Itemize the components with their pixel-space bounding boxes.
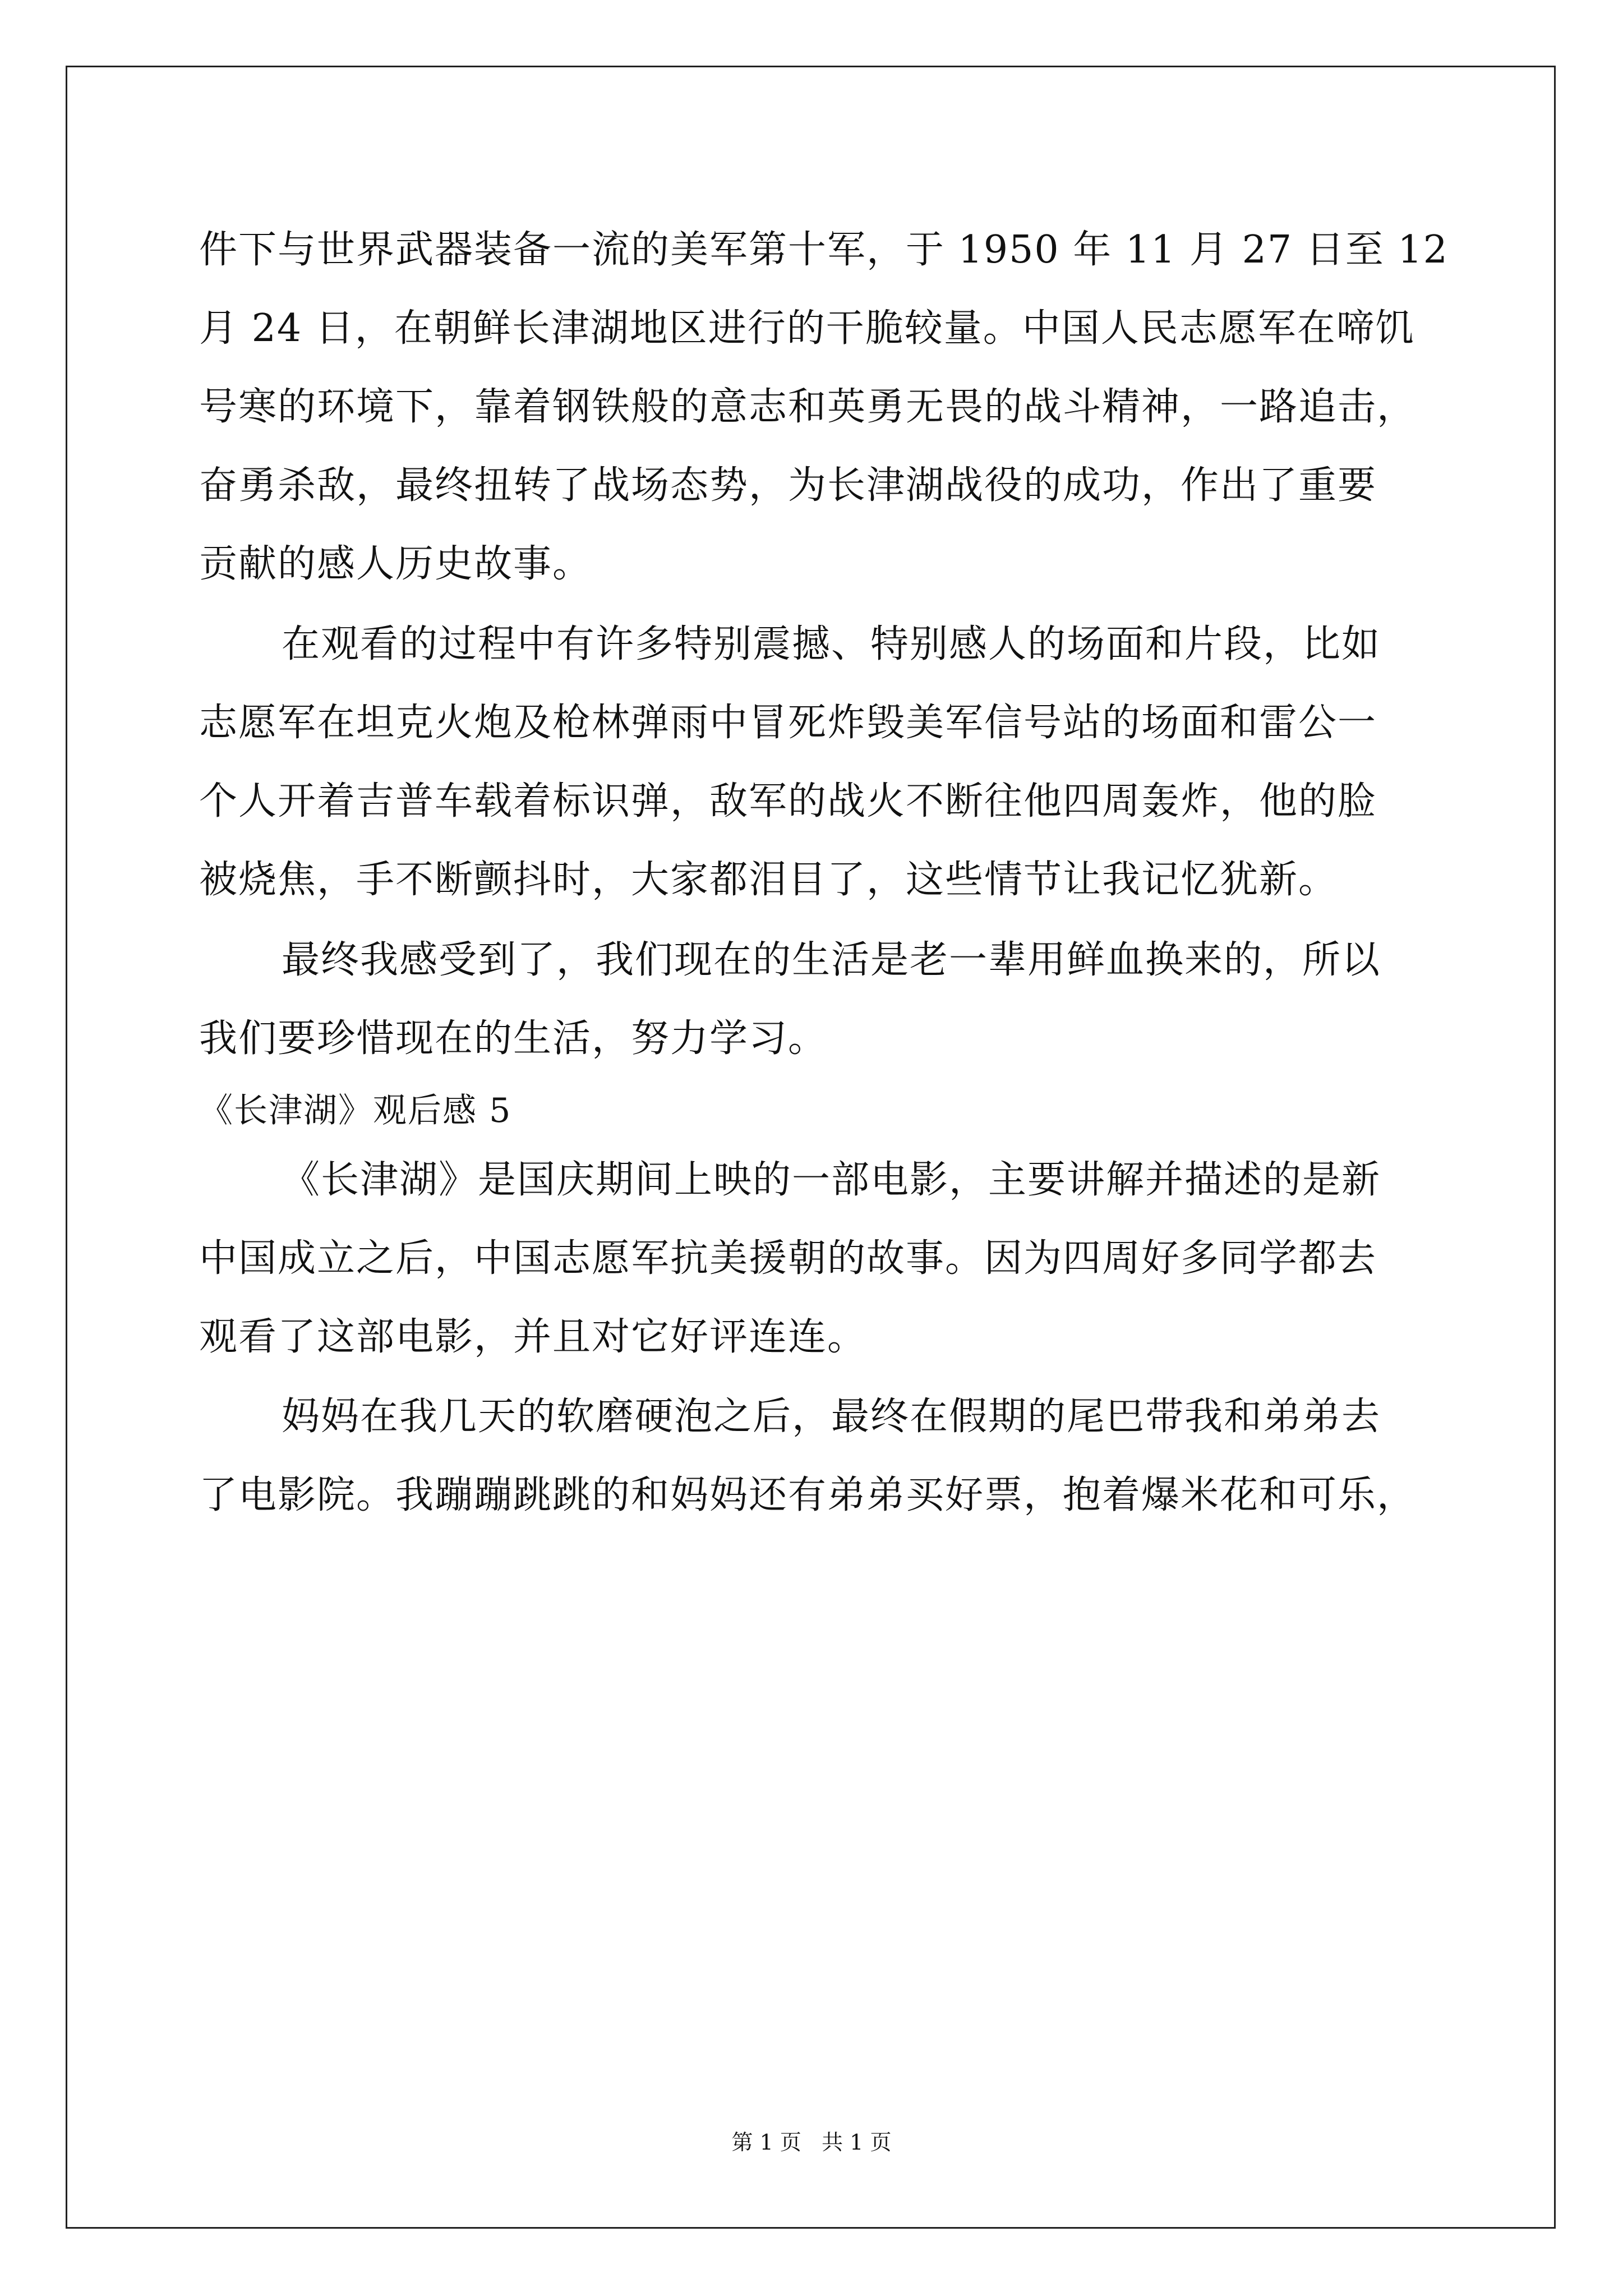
paragraph-1-line-3: 号寒的环境下，靠着钢铁般的意志和英勇无畏的战斗精神，一路追击， [199,385,1417,429]
paragraph-4-line-2: 中国成立之后，中国志愿军抗美援朝的故事。因为四周好多同学都去 [199,1236,1377,1281]
paragraph-4-line-3: 观看了这部电影，并且对它好评连连。 [199,1315,867,1359]
paragraph-5-line-1: 妈妈在我几天的软磨硬泡之后，最终在假期的尾巴带我和弟弟去 [282,1395,1381,1439]
paragraph-1-line-1: 件下与世界武器装备一流的美军第十军，于 1950 年 11 月 27 日至 12 [199,228,1449,272]
paragraph-2-line-3: 个人开着吉普车载着标识弹，敌军的战火不断往他四周轰炸，他的脸 [199,779,1377,823]
paragraph-1-line-2: 月 24 日，在朝鲜长津湖地区进行的干脆较量。中国人民志愿军在啼饥 [199,306,1415,351]
paragraph-2-line-2: 志愿军在坦克火炮及枪林弹雨中冒死炸毁美军信号站的场面和雷公一 [199,701,1377,745]
paragraph-2-line-1: 在观看的过程中有许多特别震撼、特别感人的场面和片段，比如 [282,622,1381,666]
page-footer: 第 1 页 共 1 页 [731,2130,892,2155]
paragraph-4-line-1: 《长津湖》是国庆期间上映的一部电影，主要讲解并描述的是新 [282,1158,1381,1202]
paragraph-5-line-2: 了电影院。我蹦蹦跳跳的和妈妈还有弟弟买好票，抱着爆米花和可乐， [199,1473,1417,1517]
paragraph-2-line-4: 被烧焦，手不断颤抖时，大家都泪目了，这些情节让我记忆犹新。 [199,858,1338,902]
paragraph-1-line-4: 奋勇杀敌，最终扭转了战场态势，为长津湖战役的成功，作出了重要 [199,463,1377,508]
paragraph-3-line-1: 最终我感受到了，我们现在的生活是老一辈用鲜血换来的，所以 [282,938,1381,982]
paragraph-1-line-5: 贡献的感人历史故事。 [199,542,592,586]
section-heading: 《长津湖》观后感 5 [199,1091,512,1130]
paragraph-3-line-2: 我们要珍惜现在的生活，努力学习。 [199,1016,828,1061]
